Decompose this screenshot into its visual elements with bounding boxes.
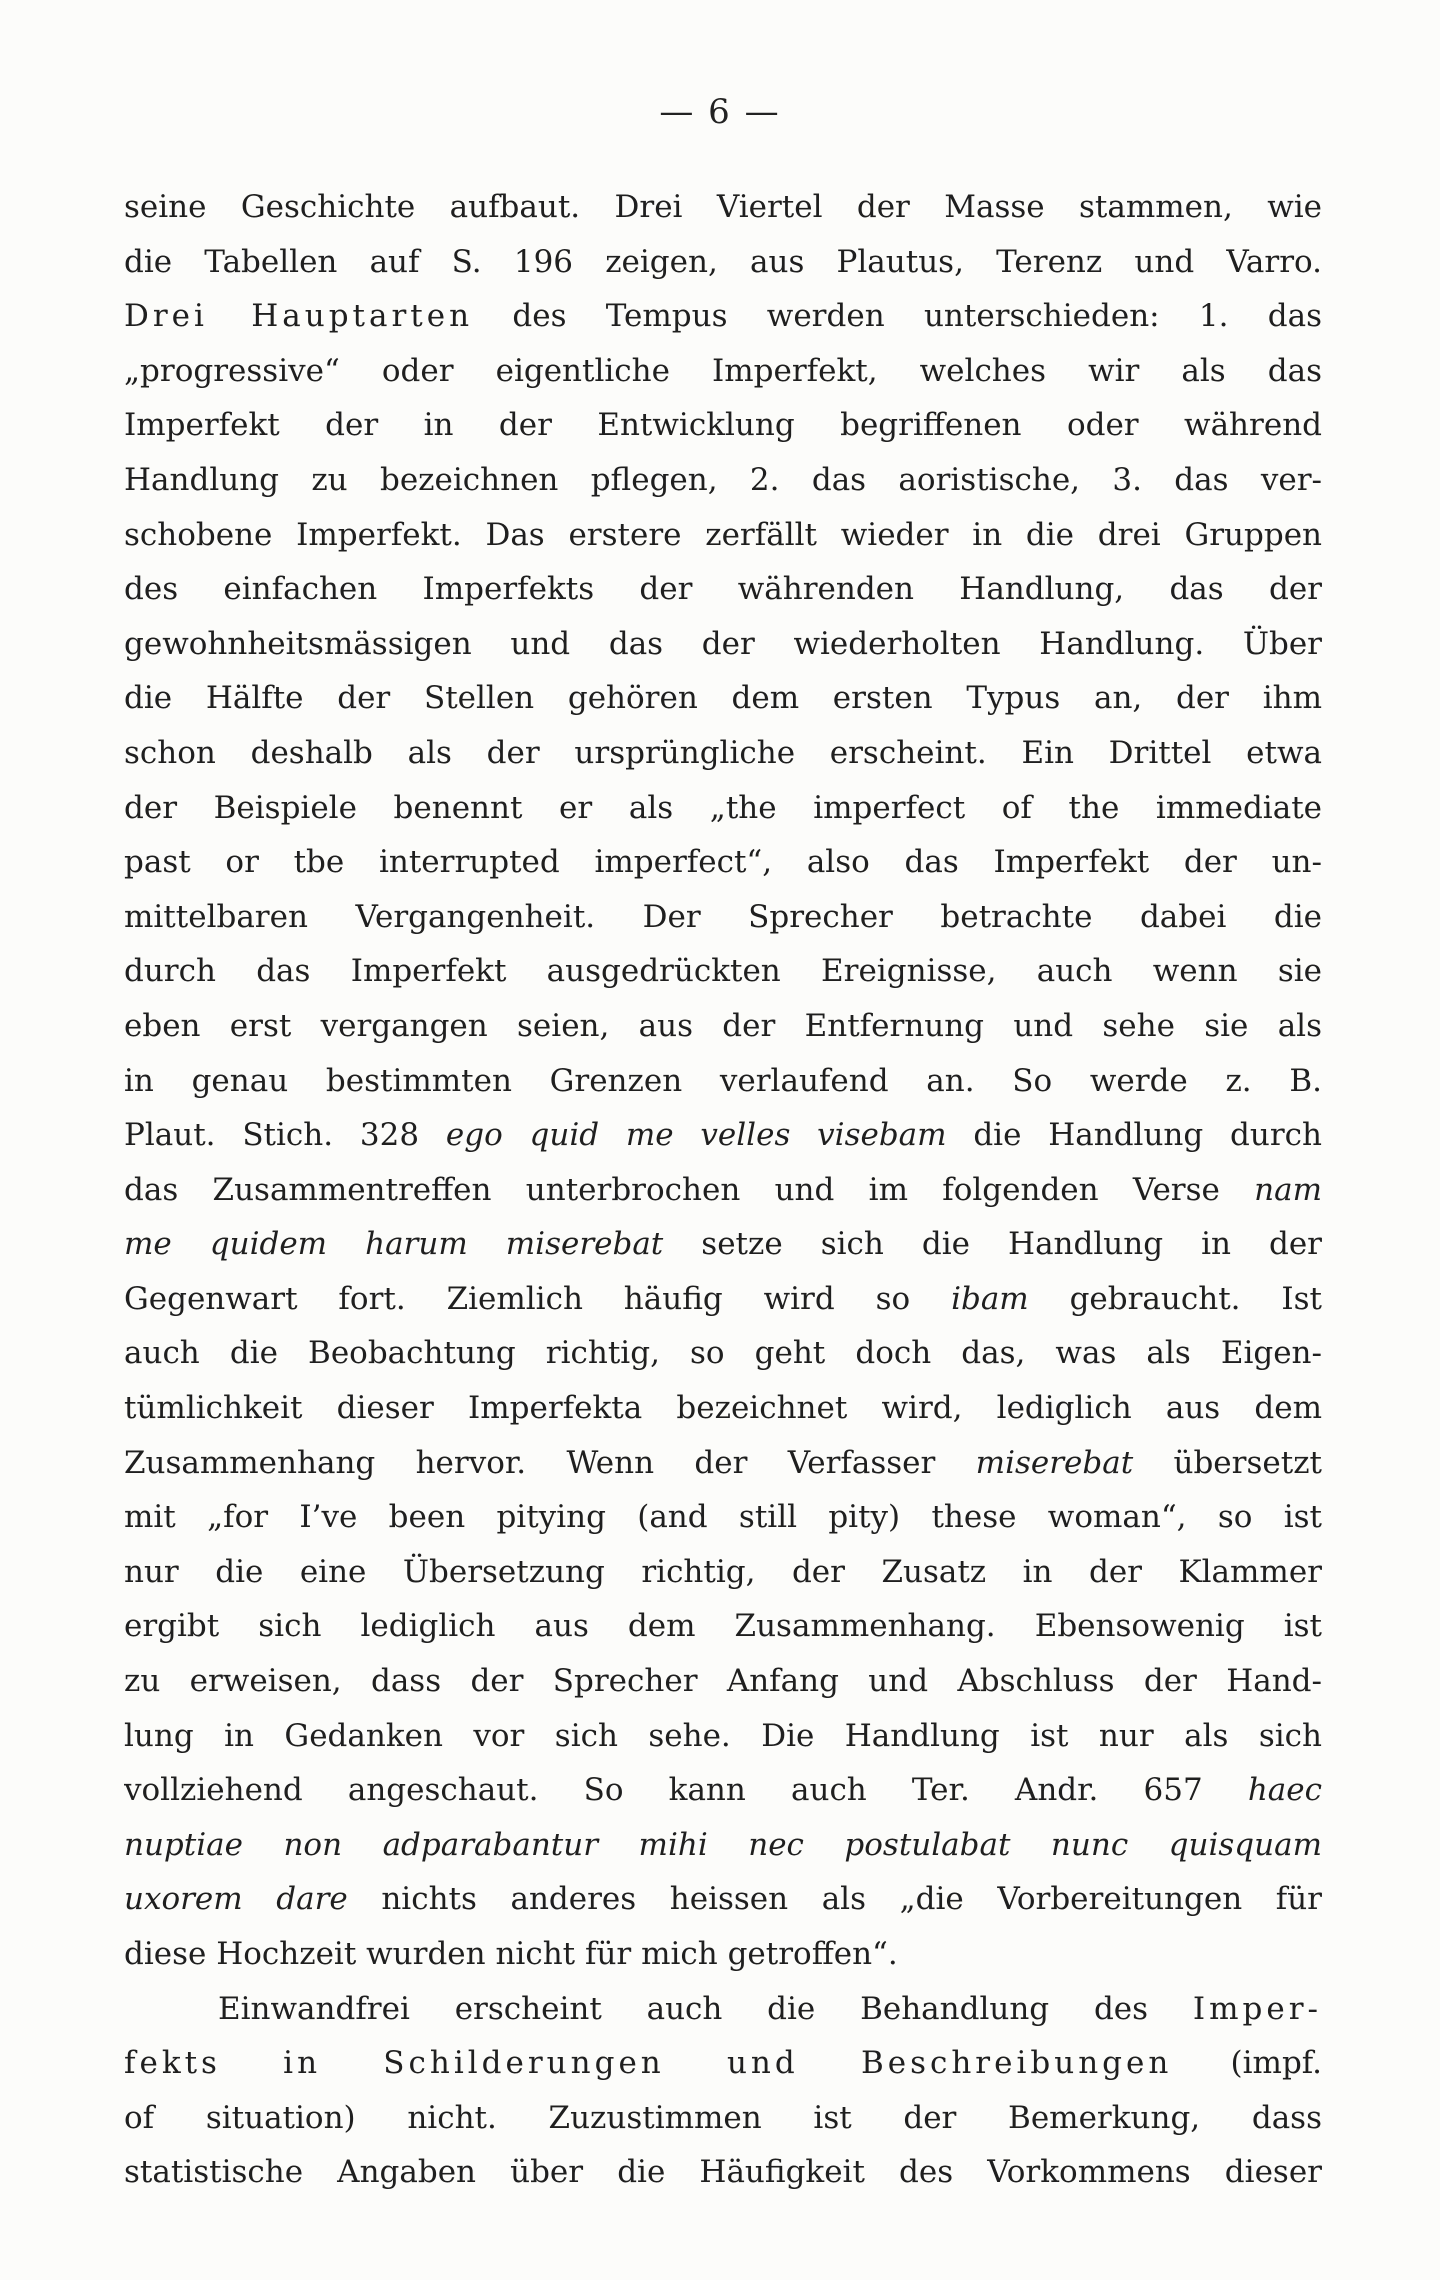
text-segment: das Zusammentreffen unterbrochen und im folgenden Verse [124,1171,1255,1208]
text-segment: Plaut. Stich. 328 [124,1117,446,1154]
text-line [124,726,1322,781]
text-segment: eben erst vergangen seien, aus der Entfernung und sehe sie als [124,1007,1322,1044]
text-segment: of situation) nicht. Zuzustimmen ist der Bemerkung, dass [124,2099,1322,2136]
text-segment: Einwandfrei erscheint auch die Behandlung des [218,1990,1193,2027]
text-line [124,508,1322,563]
text-segment: tümlichkeit dieser Imperfekta bezeichnet wird, lediglich aus dem [124,1390,1322,1427]
latin-quote: ego quid me velles visebam [445,1117,947,1154]
text-line [124,562,1322,617]
latin-quote: me quidem harum miserebat [124,1226,664,1263]
text-line [124,617,1322,672]
text-line [124,344,1322,399]
text-segment: nichts anderes heissen als „die Vorbereitungen für [347,1881,1322,1918]
text-segment: lung in Gedanken vor sich sehe. Die Handlung ist nur als sich [124,1717,1322,1754]
emphasized-text: fekts in Schilderungen und Beschreibungen [124,2045,1173,2082]
text-line [124,1217,1322,1272]
text-line [124,180,1322,235]
text-segment: mit „for I’ve been pitying (and still pity) these woman“, so ist [124,1499,1322,1536]
text-segment: Imperfekt der in der Entwicklung begriffenen oder während [124,407,1322,444]
text-segment: die Tabellen auf S. 196 zeigen, aus Plautus, Terenz und Varro. [124,243,1322,280]
text-line [124,1872,1322,1927]
text-segment: auch die Beobachtung richtig, so geht doch das, was als Eigen- [124,1335,1322,1372]
text-segment: in genau bestimmten Grenzen verlaufend an. So werde z. B. [124,1062,1322,1099]
body-text [124,180,1322,2200]
emphasized-text: Imper- [1192,1990,1322,2027]
text-segment: Handlung zu bezeichnen pflegen, 2. das aoristische, 3. das ver- [124,461,1322,498]
text-segment: die Hälfte der Stellen gehören dem ersten Typus an, der ihm [124,680,1322,717]
text-segment: zu erweisen, dass der Sprecher Anfang und Abschluss der Hand- [124,1663,1322,1700]
page-number: — 6 — [659,92,781,132]
text-segment: schon deshalb als der ursprüngliche erscheint. Ein Drittel etwa [124,734,1322,771]
text-segment: mittelbaren Vergangenheit. Der Sprecher betrachte dabei die [124,898,1322,935]
text-segment: seine Geschichte aufbaut. Drei Viertel der Masse stammen, wie [124,189,1322,225]
text-segment: gebraucht. Ist [1028,1280,1322,1317]
text-line [124,835,1322,890]
text-segment: des Tempus werden unterschieden: 1. das [473,298,1322,335]
text-line [124,1545,1322,1600]
text-segment: „progressive“ oder eigentliche Imperfekt, welches wir als das [124,352,1322,389]
text-line [124,2036,1322,2091]
text-line [124,453,1322,508]
text-line [124,1490,1322,1545]
text-segment: des einfachen Imperfekts der währenden Handlung, das der [124,571,1322,608]
text-line [124,781,1322,836]
text-line [124,1272,1322,1327]
text-segment: ergibt sich lediglich aus dem Zusammenhang. Ebensowenig ist [124,1608,1322,1645]
latin-quote: uxorem dare [124,1881,348,1918]
text-line [124,1326,1322,1381]
latin-quote: ibam [951,1280,1029,1317]
text-line [124,289,1322,344]
text-segment: diese Hochzeit wurden nicht für mich getroffen“. [124,1936,898,1972]
text-line [124,235,1322,290]
text-line [124,1108,1322,1163]
latin-quote: nuptiae non adparabantur mihi nec postulabat nunc quisquam [124,1826,1322,1863]
text-line [124,1927,1322,1982]
text-line [124,1818,1322,1873]
text-segment: nur die eine Übersetzung richtig, der Zusatz in der Klammer [124,1553,1322,1590]
text-segment: Zusammenhang hervor. Wenn der Verfasser [124,1444,976,1481]
latin-quote: haec [1247,1772,1322,1809]
text-line [124,1163,1322,1218]
latin-quote: miserebat [975,1444,1134,1481]
text-line [124,1599,1322,1654]
text-line [124,1436,1322,1491]
text-line [124,398,1322,453]
text-segment: statistische Angaben über die Häufigkeit des Vorkommens dieser [124,2154,1322,2191]
text-line [124,1054,1322,1109]
text-line [124,1709,1322,1764]
text-segment: setze sich die Handlung in der [663,1226,1322,1263]
text-line [124,999,1322,1054]
text-line [124,2145,1322,2200]
text-segment: die Handlung durch [946,1117,1322,1154]
text-line [124,890,1322,945]
text-segment: der Beispiele benennt er als „the imperfect of the immediate [124,789,1322,826]
text-segment: durch das Imperfekt ausgedrückten Ereignisse, auch wenn sie [124,953,1322,990]
text-segment: übersetzt [1133,1444,1322,1481]
text-line [124,1654,1322,1709]
text-line [124,671,1322,726]
text-segment: Gegenwart fort. Ziemlich häufig wird so [124,1280,952,1317]
text-segment: past or tbe interrupted imperfect“, also das Imperfekt der un- [124,844,1322,881]
text-segment: gewohnheitsmässigen und das der wiederholten Handlung. Über [124,625,1322,662]
text-segment: (impf. [1172,2045,1322,2082]
text-line [124,2091,1322,2146]
text-segment: schobene Imperfekt. Das erstere zerfällt wieder in die drei Gruppen [124,516,1322,553]
text-line [124,944,1322,999]
text-line [124,1381,1322,1436]
latin-quote: nam [1254,1171,1322,1208]
text-segment: vollziehend angeschaut. So kann auch Ter. Andr. 657 [124,1772,1248,1809]
text-line [124,1763,1322,1818]
text-line [124,1982,1322,2037]
emphasized-text: Drei Hauptarten [124,298,474,335]
